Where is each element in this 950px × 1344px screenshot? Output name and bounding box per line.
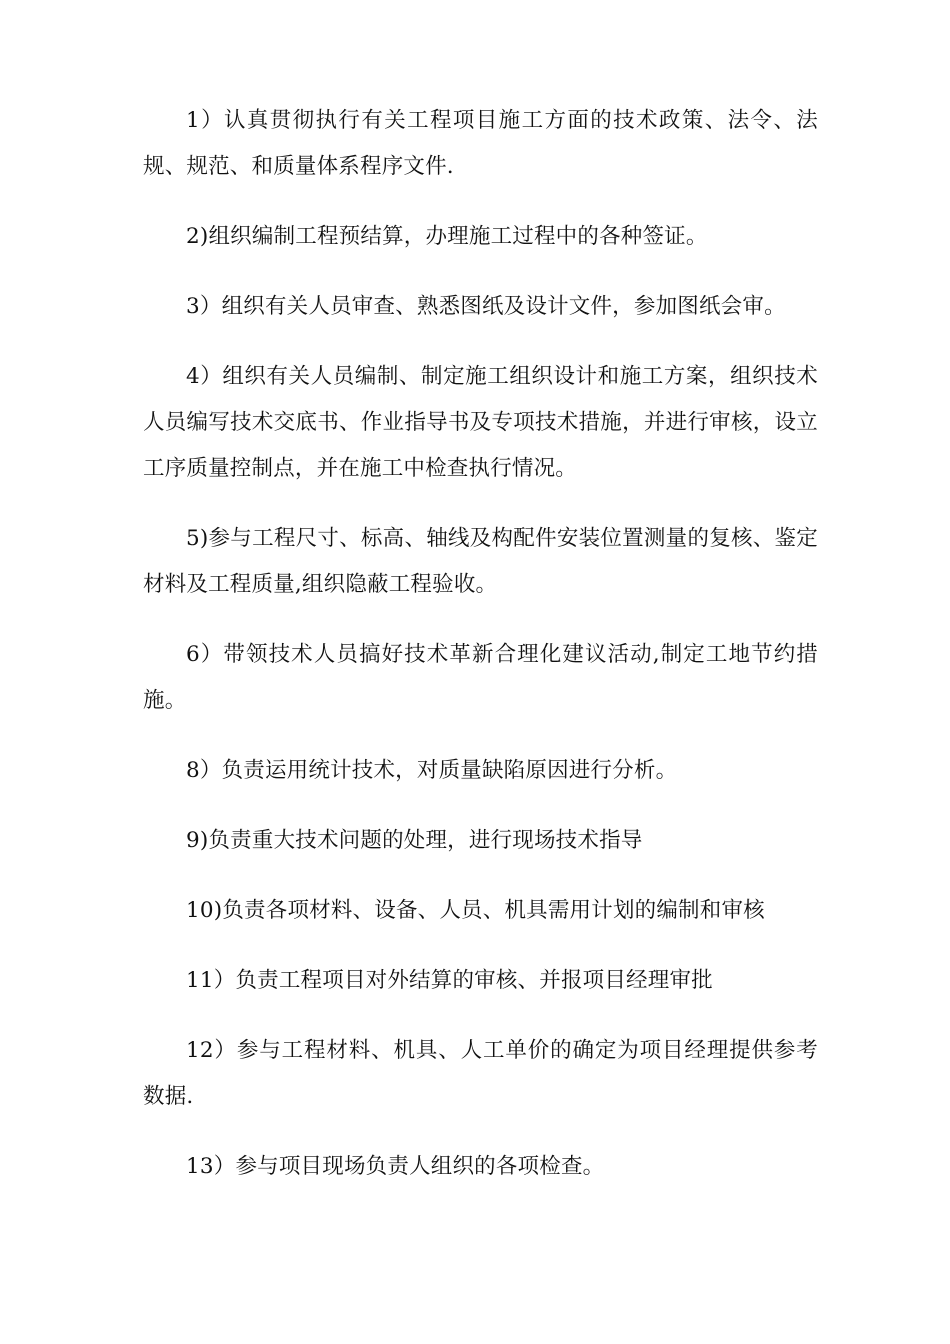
paragraph-item-9: 9)负责重大技术问题的处理，进行现场技术指导 [186, 828, 643, 853]
document-body [143, 98, 818, 1190]
paragraph-item-3: 3）组织有关人员审查、熟悉图纸及设计文件，参加图纸会审。 [186, 294, 786, 319]
paragraph-item-8: 8）负责运用统计技术，对质量缺陷原因进行分析。 [186, 758, 678, 783]
paragraph-item-12: 12）参与工程材料、机具、人工单价的确定为项目经理提供参考数据. [143, 1038, 818, 1109]
paragraph-item-13: 13）参与项目现场负责人组织的各项检查。 [186, 1154, 605, 1179]
paragraph-item-5: 5)参与工程尺寸、标高、轴线及构配件安装位置测量的复核、鉴定材料及工程质量,组织隐蔽工程验收。 [143, 526, 818, 597]
paragraph-item-4: 4）组织有关人员编制、制定施工组织设计和施工方案，组织技术人员编写技术交底书、作业指导书及专项技术措施，并进行审核，设立工序质量控制点，并在施工中检查执行情况。 [143, 364, 818, 481]
paragraph-item-1: 1）认真贯彻执行有关工程项目施工方面的技术政策、法令、法规、规范、和质量体系程序文件. [143, 108, 818, 179]
paragraph-item-2: 2)组织编制工程预结算，办理施工过程中的各种签证。 [186, 224, 708, 249]
paragraph-item-6: 6）带领技术人员搞好技术革新合理化建议活动,制定工地节约措施。 [143, 642, 818, 713]
paragraph-item-10: 10)负责各项材料、设备、人员、机具需用计划的编制和审核 [186, 898, 765, 923]
paragraph-item-11: 11）负责工程项目对外结算的审核、并报项目经理审批 [186, 968, 713, 993]
